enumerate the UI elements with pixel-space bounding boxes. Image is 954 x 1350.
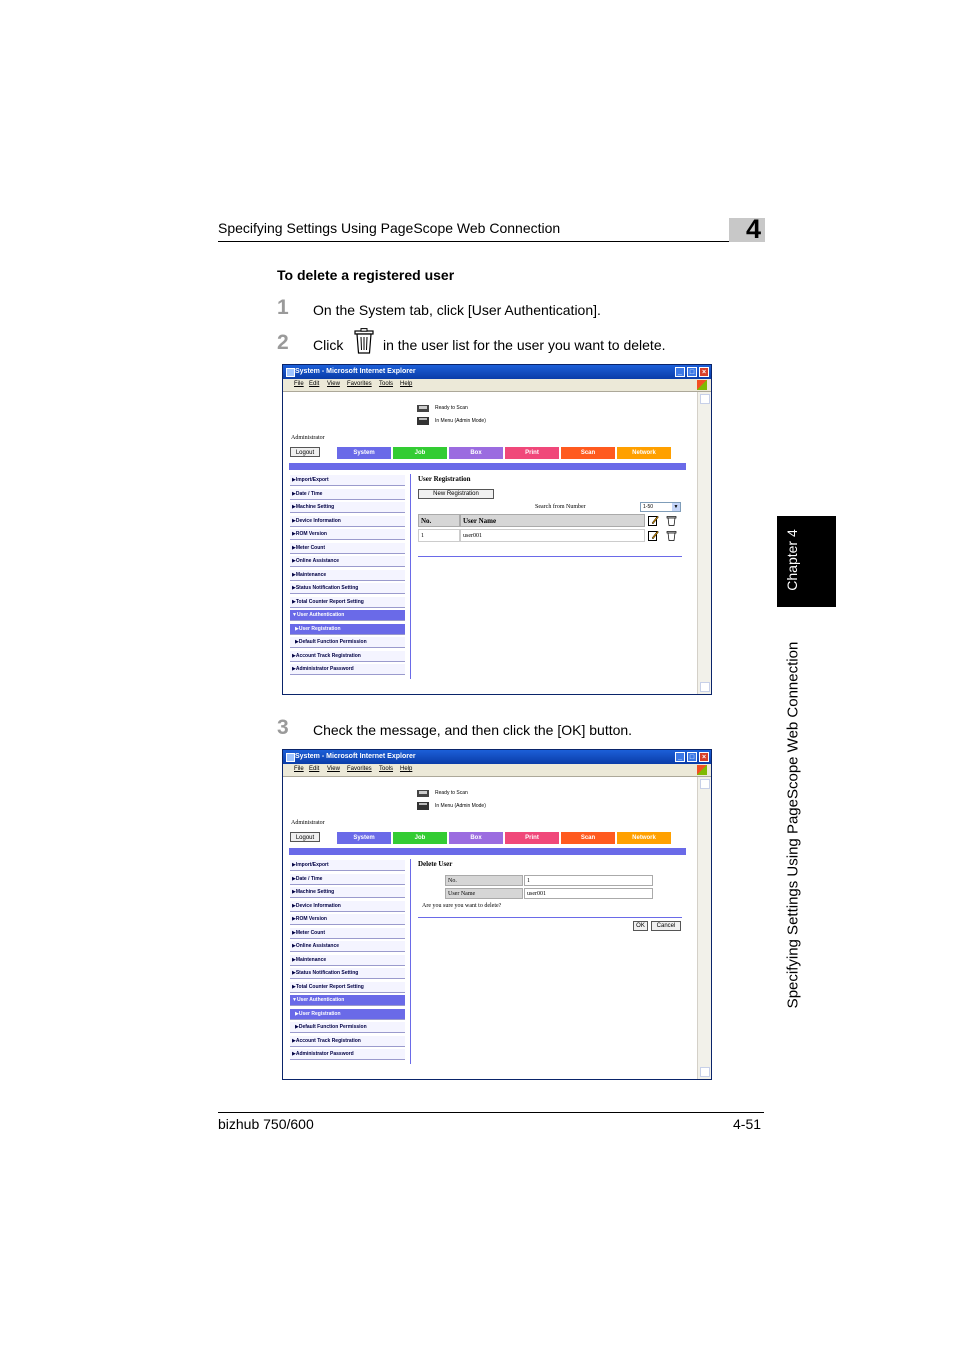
menu-view[interactable]: View <box>327 381 340 387</box>
step-3-number: 3 <box>277 716 289 739</box>
menu-bar <box>283 764 711 777</box>
nav-default-function-permission[interactable]: ▶Default Function Permission <box>290 637 405 648</box>
tab-underline-bar <box>289 848 686 855</box>
menu-file[interactable]: File <box>294 381 304 387</box>
nav-account-track-registration[interactable]: ▶Account Track Registration <box>290 651 405 662</box>
trash-icon <box>354 328 374 354</box>
section-title: To delete a registered user <box>277 267 455 283</box>
scroll-up-arrow-icon[interactable] <box>700 779 710 789</box>
delete-confirmation-question: Are you sure you want to delete? <box>422 903 502 909</box>
nav-rom-version[interactable]: ▶ROM Version <box>290 914 405 925</box>
delete-no-value: 1 <box>524 875 653 886</box>
logout-button[interactable]: Logout <box>290 447 320 457</box>
edit-icon <box>648 515 659 526</box>
nav-administrator-password[interactable]: ▶Administrator Password <box>290 664 405 675</box>
search-select-value: 1-50 <box>643 504 654 510</box>
nav-total-counter-report[interactable]: ▶Total Counter Report Setting <box>290 597 405 608</box>
nav-import-export[interactable]: ▶Import/Export <box>290 860 405 871</box>
nav-import-export[interactable]: ▶Import/Export <box>290 475 405 486</box>
menu-help[interactable]: Help <box>400 381 413 387</box>
new-registration-button[interactable]: New Registration <box>418 489 494 499</box>
chevron-down-icon: ▼ <box>673 504 679 510</box>
step-1-text: On the System tab, click [User Authentication]. <box>313 302 601 318</box>
step-3-text: Check the message, and then click the [OK] button. <box>313 722 633 738</box>
side-tab-chapter-label: Chapter 4 <box>784 529 800 591</box>
delete-user-name-label: User Name <box>445 888 523 899</box>
step-2-number: 2 <box>277 331 289 354</box>
tab-print[interactable]: Print <box>505 832 559 844</box>
nav-date-time[interactable]: ▶Date / Time <box>290 874 405 885</box>
search-from-number-select[interactable] <box>640 502 681 512</box>
header-rule <box>218 241 764 242</box>
nav-account-track-registration[interactable]: ▶Account Track Registration <box>290 1036 405 1047</box>
tab-job[interactable]: Job <box>393 832 447 844</box>
web-content <box>283 392 698 695</box>
panel-title: User Registration <box>418 475 471 483</box>
nav-meter-count[interactable]: ▶Meter Count <box>290 928 405 939</box>
tab-job[interactable]: Job <box>393 447 447 459</box>
form-bottom-rule <box>418 917 682 918</box>
tab-system[interactable]: System <box>337 832 391 844</box>
table-cell-no: 1 <box>418 529 460 542</box>
web-content <box>283 777 698 1080</box>
menu-bar <box>283 379 711 392</box>
nav-maintenance[interactable]: ▶Maintenance <box>290 955 405 966</box>
step-1-number: 1 <box>277 296 289 319</box>
printer-status-icon <box>416 404 430 426</box>
menu-tools[interactable]: Tools <box>379 766 394 772</box>
vertical-scrollbar[interactable] <box>697 392 711 694</box>
nav-administrator-password[interactable]: ▶Administrator Password <box>290 1049 405 1060</box>
chapter-number: 4 <box>746 214 762 244</box>
nav-date-time[interactable]: ▶Date / Time <box>290 489 405 500</box>
vertical-scrollbar[interactable] <box>697 777 711 1079</box>
step-2-text-after: in the user list for the user you want to delete. <box>383 337 666 353</box>
machine-status: Ready to Scan <box>435 790 468 796</box>
window-titlebar <box>283 750 711 764</box>
tab-scan[interactable]: Scan <box>561 832 615 844</box>
column-header-user-name: User Name <box>460 514 645 527</box>
nav-machine-setting[interactable]: ▶Machine Setting <box>290 887 405 898</box>
tab-print[interactable]: Print <box>505 447 559 459</box>
panel-title: Delete User <box>418 860 453 868</box>
tab-system[interactable]: System <box>337 447 391 459</box>
nav-online-assistance[interactable]: ▶Online Assistance <box>290 556 405 567</box>
table-bottom-rule <box>418 556 682 557</box>
user-mode-label: Administrator <box>291 435 325 441</box>
ie-icon <box>286 368 295 377</box>
step-2-text-before: Click <box>313 337 344 353</box>
minimize-button[interactable]: _ <box>675 367 685 377</box>
machine-status: Ready to Scan <box>435 405 468 411</box>
nav-device-information[interactable]: ▶Device Information <box>290 516 405 527</box>
maximize-button[interactable]: □ <box>687 752 697 762</box>
menu-favorites[interactable]: Favorites <box>347 381 372 387</box>
mode-status: In Menu (Admin Mode) <box>435 418 486 424</box>
side-section-title: Specifying Settings Using PageScope Web Connection <box>784 641 802 1009</box>
menu-edit[interactable]: Edit <box>309 381 320 387</box>
tab-network[interactable]: Network <box>617 447 671 459</box>
footer-model: bizhub 750/600 <box>218 1116 314 1132</box>
printer-status-icon <box>416 789 430 811</box>
menu-help[interactable]: Help <box>400 766 413 772</box>
nav-rom-version[interactable]: ▶ROM Version <box>290 529 405 540</box>
nav-device-information[interactable]: ▶Device Information <box>290 901 405 912</box>
footer-rule <box>218 1112 764 1113</box>
nav-total-counter-report[interactable]: ▶Total Counter Report Setting <box>290 982 405 993</box>
menu-edit[interactable]: Edit <box>309 766 320 772</box>
minimize-button[interactable]: _ <box>675 752 685 762</box>
window-title: System - Microsoft Internet Explorer <box>295 753 416 760</box>
delete-no-label: No. <box>445 875 523 886</box>
menu-file[interactable]: File <box>294 766 304 772</box>
nav-user-authentication[interactable]: ▼User Authentication <box>290 610 405 621</box>
window-title: System - Microsoft Internet Explorer <box>295 368 416 375</box>
table-cell-user-name: user001 <box>460 529 645 542</box>
nav-meter-count[interactable]: ▶Meter Count <box>290 543 405 554</box>
delete-user-trash-icon[interactable] <box>666 530 677 541</box>
menu-view[interactable]: View <box>327 766 340 772</box>
delete-user-name-value: user001 <box>524 888 653 899</box>
user-mode-label: Administrator <box>291 820 325 826</box>
ie-icon <box>286 753 295 762</box>
edit-user-icon[interactable] <box>648 530 659 541</box>
search-from-number-label: Search from Number <box>535 504 586 510</box>
scroll-down-arrow-icon[interactable] <box>700 682 710 692</box>
nav-online-assistance[interactable]: ▶Online Assistance <box>290 941 405 952</box>
logout-button[interactable]: Logout <box>290 832 320 842</box>
tab-box[interactable]: Box <box>449 832 503 844</box>
cancel-button[interactable]: Cancel <box>651 921 681 931</box>
tab-scan[interactable]: Scan <box>561 447 615 459</box>
footer-page-number: 4-51 <box>733 1116 762 1132</box>
windows-logo-icon <box>697 380 707 390</box>
nav-user-registration[interactable]: ▶User Registration <box>290 624 405 635</box>
nav-divider <box>410 474 411 679</box>
ok-button[interactable]: OK <box>633 921 648 931</box>
tab-underline-bar <box>289 463 686 470</box>
screenshot-delete-user <box>282 749 712 1080</box>
running-header-title: Specifying Settings Using PageScope Web Connection <box>218 220 561 236</box>
tab-network[interactable]: Network <box>617 832 671 844</box>
column-header-no: No. <box>418 514 460 527</box>
trash-icon <box>666 515 677 526</box>
menu-favorites[interactable]: Favorites <box>347 766 372 772</box>
nav-maintenance[interactable]: ▶Maintenance <box>290 570 405 581</box>
window-titlebar <box>283 365 711 379</box>
scroll-down-arrow-icon[interactable] <box>700 1067 710 1077</box>
nav-user-authentication[interactable]: ▼User Authentication <box>290 995 405 1006</box>
maximize-button[interactable]: □ <box>687 367 697 377</box>
nav-user-registration[interactable]: ▶User Registration <box>290 1009 405 1020</box>
close-button[interactable]: × <box>699 752 709 762</box>
nav-divider <box>410 859 411 1064</box>
close-button[interactable]: × <box>699 367 709 377</box>
nav-machine-setting[interactable]: ▶Machine Setting <box>290 502 405 513</box>
tab-box[interactable]: Box <box>449 447 503 459</box>
menu-tools[interactable]: Tools <box>379 381 394 387</box>
screenshot-user-registration <box>282 364 712 695</box>
mode-status: In Menu (Admin Mode) <box>435 803 486 809</box>
windows-logo-icon <box>697 765 707 775</box>
nav-status-notification[interactable]: ▶Status Notification Setting <box>290 583 405 594</box>
nav-default-function-permission[interactable]: ▶Default Function Permission <box>290 1022 405 1033</box>
nav-status-notification[interactable]: ▶Status Notification Setting <box>290 968 405 979</box>
scroll-up-arrow-icon[interactable] <box>700 394 710 404</box>
